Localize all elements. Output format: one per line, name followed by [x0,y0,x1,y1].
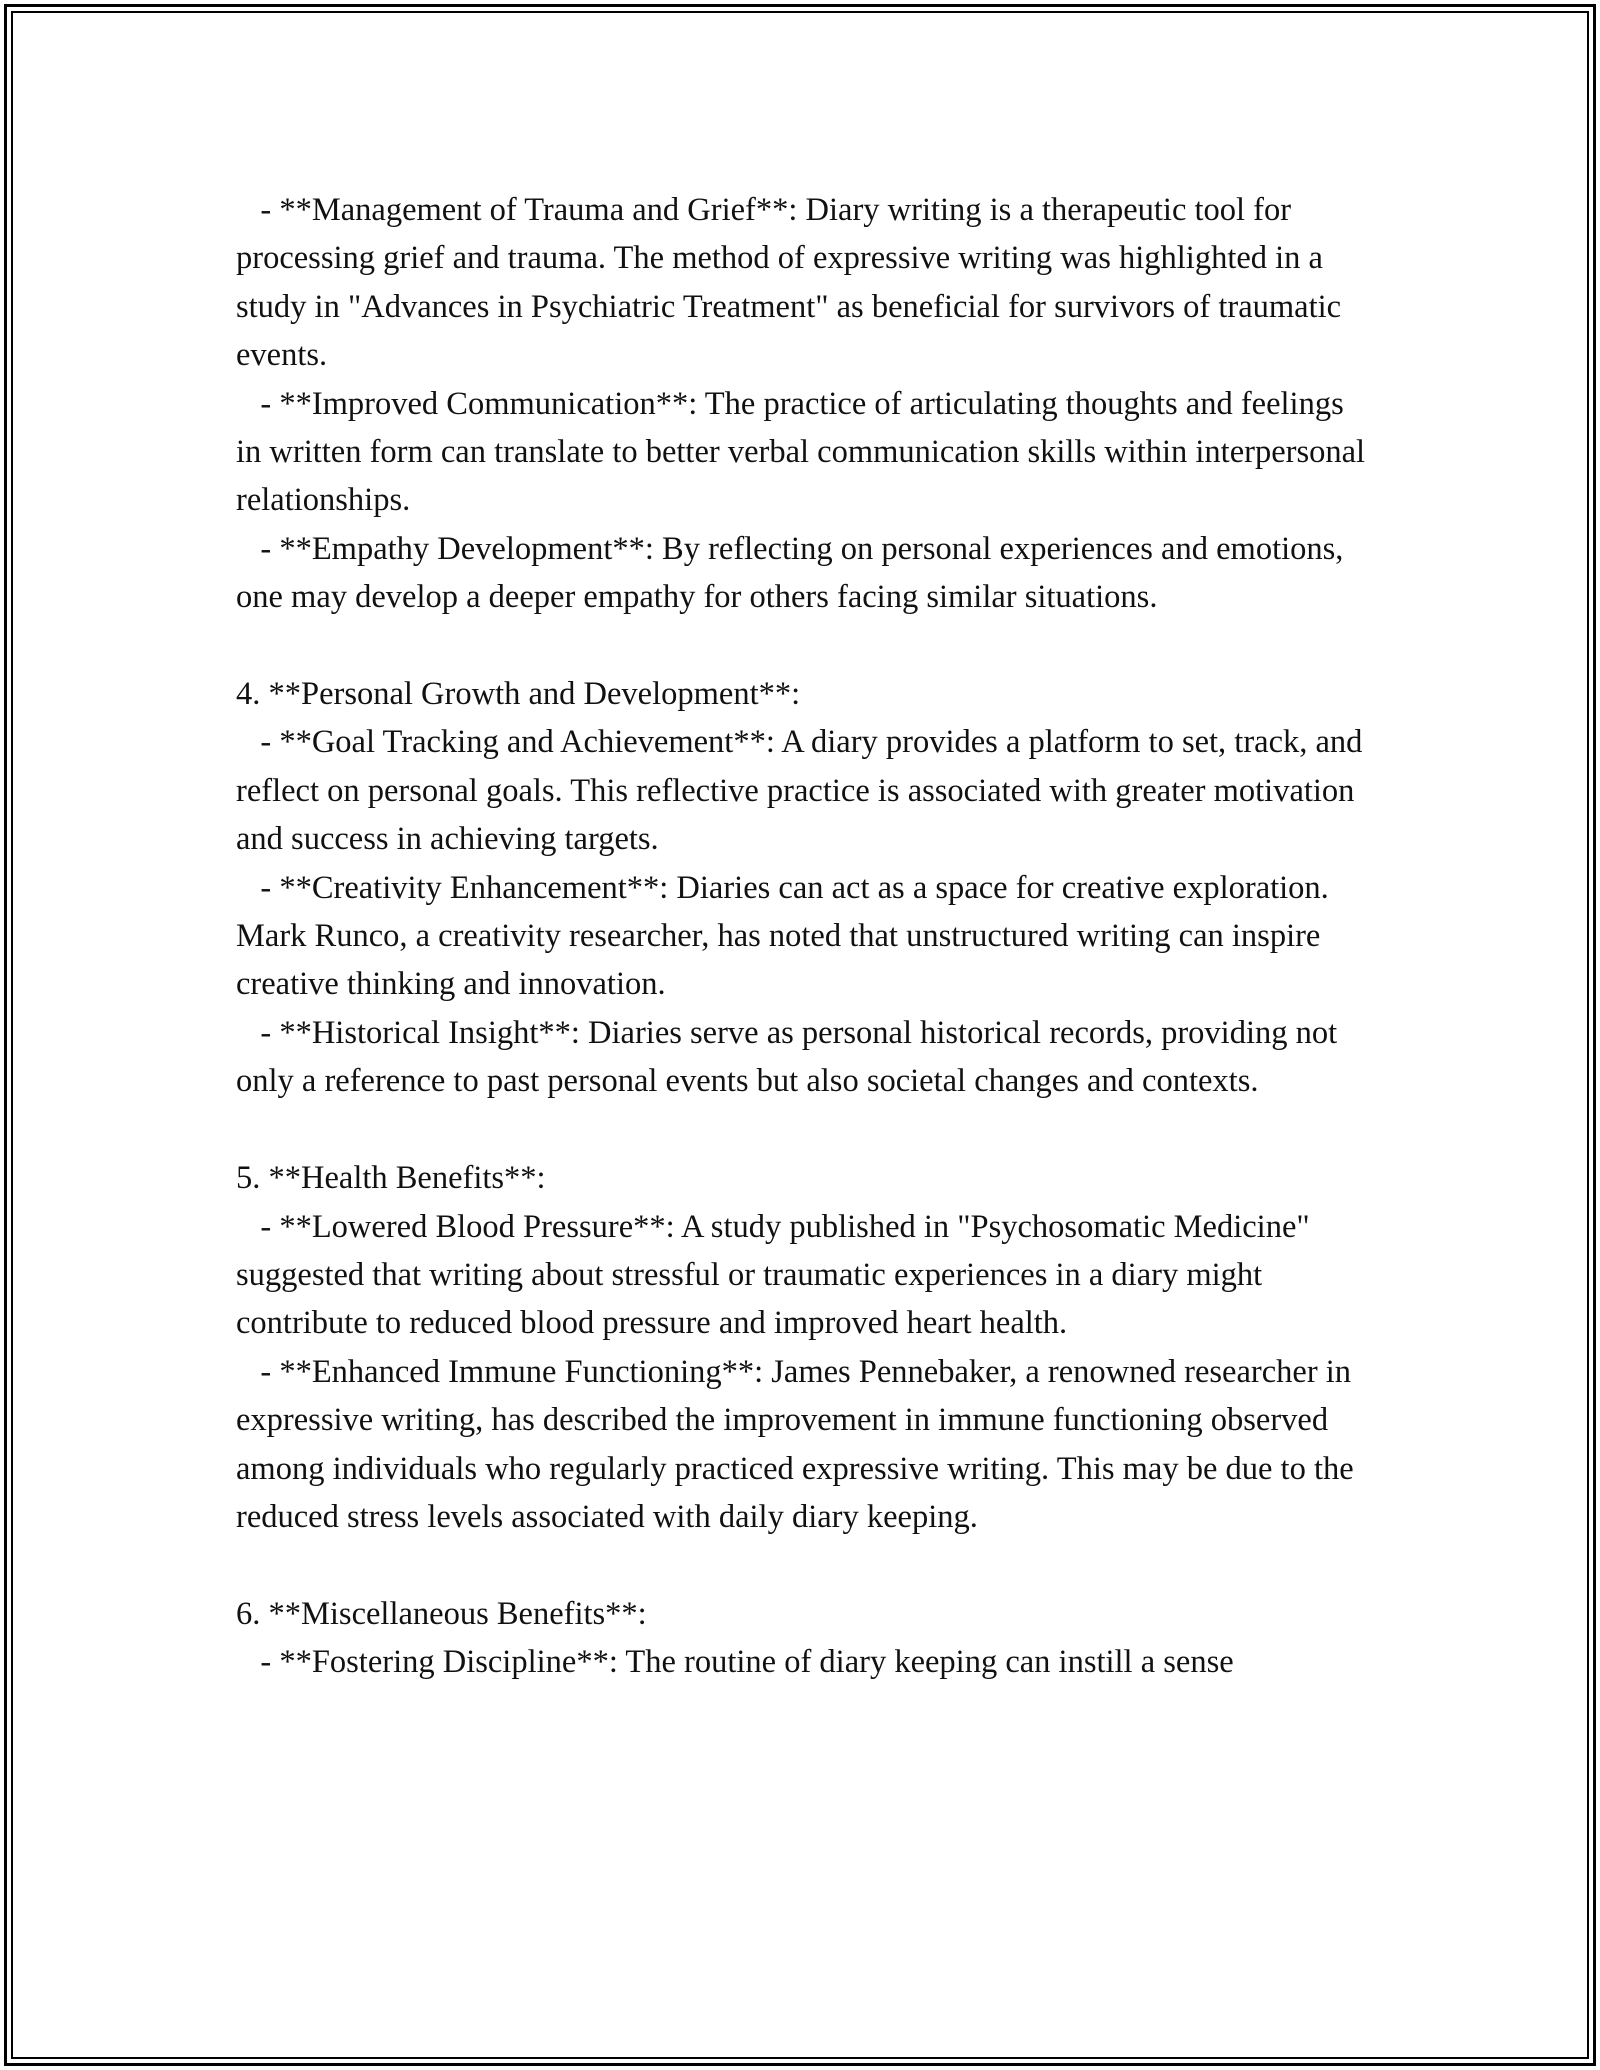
heading-personal-growth: 4. **Personal Growth and Development**: [236,676,801,713]
blank-line [236,1106,1376,1154]
bullet-immune-functioning: - **Enhanced Immune Functioning**: James Pennebaker, a renowned researcher in expressive writing, has described the improvement in immune functioning observed among individuals who regularly practiced expressive writing. This may be due to the reduced stress levels associated with daily diary keeping. [236,1353,1362,1535]
bullet-historical-insight: - **Historical Insight**: Diaries serve as personal historical records, providing not only a reference to past personal events but also societal changes and contexts. [236,1014,1346,1100]
bullet-lowered-blood-pressure: - **Lowered Blood Pressure**: A study published in "Psychosomatic Medicine" suggested that writing about stressful or traumatic experiences in a diary might contribute to reduced blood pressure and improved heart health. [236,1208,1318,1342]
bullet-goal-tracking: - **Goal Tracking and Achievement**: A diary provides a platform to set, track, and reflect on personal goals. This reflective practice is associated with greater motivation and success in achieving targets. [236,724,1371,858]
bullet-improved-communication: - **Improved Communication**: The practice of articulating thoughts and feelings in written form can translate to better verbal communication skills within interpersonal relationships. [236,385,1374,519]
bullet-fostering-discipline: - **Fostering Discipline**: The routine of diary keeping can instill a sense [236,1644,1234,1681]
bullet-creativity-enhancement: - **Creativity Enhancement**: Diaries can act as a space for creative exploration. Mark Runco, a creativity researcher, has noted that unstructured writing can inspire creative thinking and innovation. [236,869,1337,1003]
bullet-trauma-grief: - **Management of Trauma and Grief**: Diary writing is a therapeutic tool for processing grief and trauma. The method of expressive writing was highlighted in a study in "Advances in Psychiatric Treatment" as beneficial for survivors of traumatic events. [236,192,1350,374]
blank-line [236,622,1376,670]
heading-health-benefits: 5. **Health Benefits**: [236,1160,546,1197]
heading-miscellaneous-benefits: 6. **Miscellaneous Benefits**: [236,1595,647,1632]
bullet-empathy-development: - **Empathy Development**: By reflecting on personal experiences and emotions, one may develop a deeper empathy for others facing similar situations. [236,530,1352,616]
blank-line [236,1541,1376,1589]
document-body [236,186,1376,1687]
